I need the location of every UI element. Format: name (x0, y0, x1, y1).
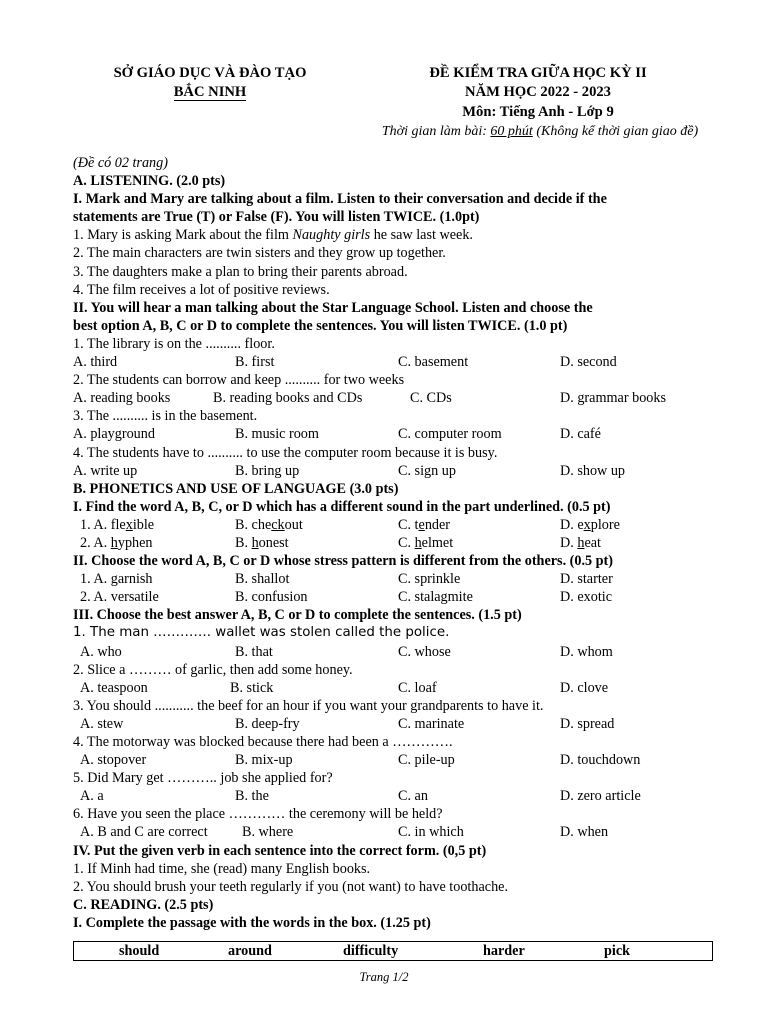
question-text: 2. Slice a ……… of garlic, then add some honey. (73, 661, 353, 678)
answer-options (73, 425, 713, 443)
page-number: Trang 1/2 (359, 970, 409, 984)
option-c: C. pile-up (398, 752, 455, 769)
question-text: 3. The daughters make a plan to bring their parents abroad. (73, 263, 408, 280)
school-year: NĂM HỌC 2022 - 2023 (465, 84, 611, 100)
word-box-item: difficulty (343, 943, 399, 959)
listening-part1-instructions: I. Mark and Mary are talking about a film. Listen to their conversation and decide if the (73, 191, 607, 208)
phonetics-part1-instructions: I. Find the word A, B, C, or D which has a different sound in the part underlined. (0.5 pt) (73, 498, 611, 515)
option-b: B. deep-fry (235, 715, 300, 732)
option-d: D. exotic (560, 589, 613, 606)
reading-part1-instructions: I. Complete the passage with the words in the box. (1.25 pt) (73, 914, 431, 931)
phonetics-part2-instructions: II. Choose the word A, B, C or D whose stress pattern is different from the others. (0.5 pt) (73, 553, 614, 570)
option-a: A. stopover (80, 752, 147, 769)
question-text: 4. The motorway was blocked because there had been a …………. (73, 734, 453, 750)
exam-header (0, 64, 768, 146)
answer-options (73, 353, 713, 371)
option-b: B. stick (230, 679, 274, 696)
subject-line: Môn: Tiếng Anh - Lớp 9 (462, 104, 614, 120)
question-text: 4. The film receives a lot of positive reviews. (73, 281, 330, 298)
answer-options (73, 516, 713, 534)
option-d: D. second (560, 354, 617, 371)
option-a: A. reading books (73, 390, 171, 407)
question-text: 6. Have you seen the place ………… the ceremony will be held? (73, 806, 443, 823)
answer-options (73, 751, 713, 769)
option-d: D. clove (560, 679, 609, 696)
question-text: 2. You should brush your teeth regularly if you (not want) to have toothache. (73, 878, 509, 895)
option-d: D. heat (560, 534, 601, 551)
exam-title: ĐỀ KIỂM TRA GIỮA HỌC KỲ II (429, 65, 647, 81)
option-d: D. zero article (560, 788, 641, 805)
option-b: B. where (242, 824, 294, 841)
section-title-listening: A. LISTENING. (2.0 pts) (73, 173, 226, 190)
option-d: D. touchdown (560, 752, 641, 769)
exam-content (73, 154, 713, 932)
option-d: D. explore (560, 516, 620, 533)
answer-options (73, 643, 713, 661)
option-a: A. who (80, 643, 122, 660)
answer-options (73, 823, 713, 841)
option-a: A. third (73, 354, 118, 371)
option-a: 1. A. garnish (80, 571, 153, 588)
section-title-phonetics: B. PHONETICS AND USE OF LANGUAGE (3.0 pts) (73, 480, 399, 497)
option-d: D. when (560, 824, 609, 841)
option-b: B. the (235, 788, 269, 805)
option-b: B. bring up (235, 462, 300, 479)
option-a: 2. A. versatile (80, 589, 159, 606)
section-title-reading: C. READING. (2.5 pts) (73, 896, 214, 913)
option-c: C. whose (398, 643, 451, 660)
question-text: 1. The man …………. wallet was stolen called the police. (73, 625, 450, 641)
answer-options (73, 389, 713, 407)
department-name: SỞ GIÁO DỤC VÀ ĐÀO TẠO (113, 65, 307, 81)
option-a: A. B and C are correct (80, 824, 208, 841)
question-text: 4. The students have to .......... to use the computer room because it is busy. (73, 444, 498, 461)
word-box (73, 941, 713, 961)
answer-options (73, 462, 713, 480)
option-c: C. stalagmite (398, 589, 473, 606)
answer-options (73, 570, 713, 588)
phonetics-part4-instructions: IV. Put the given verb in each sentence into the correct form. (0,5 pt) (73, 842, 487, 859)
word-box-item: should (119, 943, 160, 959)
option-b: B. checkout (235, 516, 303, 533)
answer-options (73, 588, 713, 606)
question-text: 5. Did Mary get ……….. job she applied for? (73, 770, 333, 787)
listening-part2-instructions-cont: best option A, B, C or D to complete the sentences. You will listen TWICE. (1.0 pt) (73, 317, 568, 334)
phonetics-part3-instructions: III. Choose the best answer A, B, C or D to complete the sentences. (1.5 pt) (73, 607, 522, 624)
province-name: BẮC NINH (173, 84, 247, 100)
option-b: B. first (235, 354, 275, 371)
option-b: B. that (235, 643, 273, 660)
word-box-item: pick (604, 943, 631, 959)
option-d: D. show up (560, 462, 626, 479)
answer-options (73, 679, 713, 697)
listening-part1-instructions-cont: statements are True (T) or False (F). You will listen TWICE. (1.0pt) (73, 209, 480, 226)
option-b: B. confusion (235, 589, 308, 606)
option-c: C. sprinkle (398, 571, 461, 588)
option-b: B. shallot (235, 571, 290, 588)
option-b: B. honest (235, 534, 289, 551)
option-c: C. in which (398, 824, 464, 841)
option-a: A. stew (80, 715, 124, 732)
question-text: 2. The main characters are twin sisters and they grow up together. (73, 245, 446, 262)
option-c: C. computer room (398, 426, 502, 443)
option-a: A. teaspoon (80, 679, 148, 696)
pages-note: (Đề có 02 trang) (73, 155, 168, 171)
option-c: C. tender (398, 516, 451, 533)
listening-part2-instructions: II. You will hear a man talking about the Star Language School. Listen and choose the (73, 299, 593, 316)
option-b: B. mix-up (235, 752, 293, 769)
option-d: D. café (560, 426, 601, 443)
option-c: C. marinate (398, 715, 465, 732)
option-d: D. spread (560, 715, 615, 732)
option-c: C. sign up (398, 462, 456, 479)
option-d: D. grammar books (560, 390, 666, 407)
answer-options (73, 787, 713, 805)
option-a: A. write up (73, 462, 138, 479)
question-text: 3. The .......... is in the basement. (73, 408, 258, 425)
option-c: C. an (398, 788, 428, 805)
option-c: C. helmet (398, 534, 454, 551)
answer-options (73, 534, 713, 552)
option-a: 1. A. flexible (80, 516, 155, 533)
word-box-item: harder (483, 943, 525, 959)
answer-options (73, 715, 713, 733)
word-box-item: around (228, 943, 272, 959)
question-text: 2. The students can borrow and keep .......... for two weeks (73, 372, 405, 389)
option-c: C. CDs (410, 390, 452, 407)
option-d: D. whom (560, 643, 613, 660)
question-text: 1. If Minh had time, she (read) many English books. (73, 860, 371, 877)
question-text: 3. You should ........... the beef for an hour if you want your grandparents to have it. (73, 697, 544, 714)
option-c: C. loaf (398, 679, 437, 696)
question-text: 1. Mary is asking Mark about the film Naughty girls he saw last week. (73, 227, 473, 244)
option-b: B. reading books and CDs (213, 390, 363, 407)
option-a: A. a (80, 788, 104, 805)
option-a: 2. A. hyphen (80, 534, 153, 551)
time-allowed: Thời gian làm bài: 60 phút (Không kể thời gian giao đề) (381, 124, 699, 139)
option-b: B. music room (235, 426, 319, 443)
option-d: D. starter (560, 571, 613, 588)
question-text: 1. The library is on the .......... floor. (73, 335, 275, 352)
option-c: C. basement (398, 354, 469, 371)
option-a: A. playground (73, 426, 155, 443)
